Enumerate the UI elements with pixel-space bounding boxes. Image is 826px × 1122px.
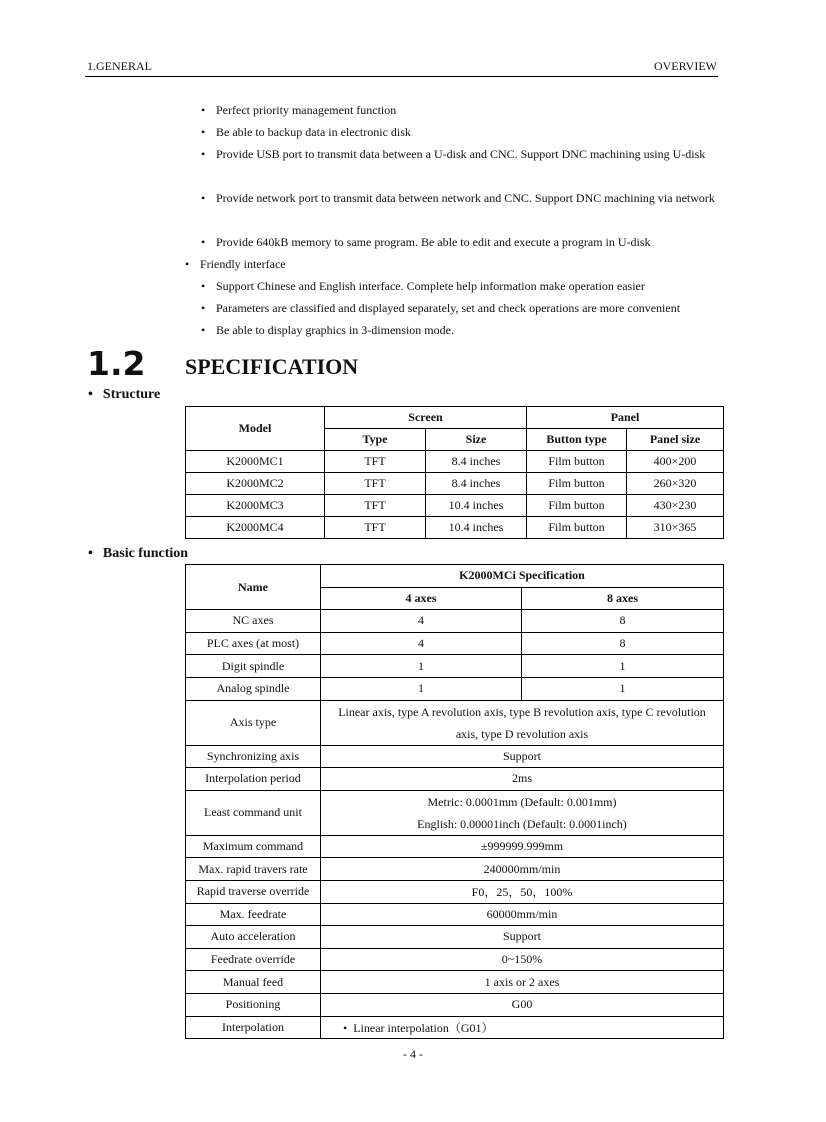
table-row: Interpolation period 2ms [186,768,724,791]
section-title: SPECIFICATION [185,354,359,379]
table-row: Max. feedrate 60000mm/min [186,903,724,926]
bullet-icon: • [343,1020,354,1035]
list-item: • Perfect priority management function [216,99,716,121]
bullet-icon: • [201,103,206,117]
table-row: K2000MC2 TFT 8.4 inches Film button 260×320 [186,473,724,495]
basic-function-heading: • Basic function [88,546,189,561]
table-row: K2000MC4 TFT 10.4 inches Film button 310×365 [186,517,724,539]
section-number: 1.2 [87,344,146,383]
list-item: • Support Chinese and English interface. Complete help information make operation easier [216,275,716,297]
page-number: - 4 - [403,1047,423,1061]
table-row: Rapid traverse override F0，25，50，100% [186,880,724,903]
col-header-size: Size [426,429,527,451]
header-left: 1.GENERAL [87,59,152,73]
table-row: Analog spindle 1 1 [186,677,724,700]
table-row: Max. rapid travers rate 240000mm/min [186,858,724,881]
table-row: Feedrate override 0~150% [186,948,724,971]
table-row: Interpolation • Linear interpolation（G01） [186,1016,724,1039]
col-header-8-axes: 8 axes [522,587,724,610]
col-header-name: Name [186,565,321,610]
col-header-panel-size: Panel size [627,429,724,451]
list-item: • Provide 640kB memory to same program. Be able to edit and execute a program in U-disk [216,231,716,253]
bullet-icon: • [201,147,206,161]
bullet-icon: • [201,125,206,139]
col-header-4-axes: 4 axes [321,587,522,610]
col-header-screen: Screen [325,407,527,429]
bullet-icon: • [201,323,206,337]
col-header-panel: Panel [527,407,724,429]
bullet-icon: • [201,191,206,205]
col-header-spec: K2000MCi Specification [321,565,724,588]
table-row: PLC axes (at most) 4 8 [186,632,724,655]
table-row: Maximum command ±999999.999mm [186,835,724,858]
list-item: • Be able to backup data in electronic disk [216,121,716,143]
list-item: • Provide USB port to transmit data between a U-disk and CNC. Support DNC machining using U-disk [216,143,716,165]
bullet-icon: • [201,235,206,249]
table-row: K2000MC3 TFT 10.4 inches Film button 430×230 [186,495,724,517]
col-header-model: Model [186,407,325,451]
list-item: • Be able to display graphics in 3-dimension mode. [216,319,716,341]
bullet-icon: • [201,279,206,293]
table-row: Manual feed 1 axis or 2 axes [186,971,724,994]
col-header-button-type: Button type [527,429,627,451]
table-row: Positioning G00 [186,993,724,1016]
bullet-icon: • [185,257,190,271]
header-rule [85,76,718,77]
table-row: Synchronizing axis Support [186,745,724,768]
list-item: • Provide network port to transmit data between network and CNC. Support DNC machining via network [216,187,716,209]
bullet-icon: • [201,301,206,315]
list-item: • Parameters are classified and displayed separately, set and check operations are more convenient [216,297,716,319]
bullet-icon: • [88,546,93,561]
list-item: • Friendly interface [200,253,716,275]
header-right: OVERVIEW [653,59,717,73]
col-header-type: Type [325,429,426,451]
table-row: Least command unit Metric: 0.0001mm (Default: 0.001mm) English: 0.00001inch (Default: 0.0001inch) [186,790,724,835]
table-row: K2000MC1 TFT 8.4 inches Film button 400×200 [186,451,724,473]
basic-function-table [185,564,724,1039]
table-row: Axis type Linear axis, type A revolution axis, type B revolution axis, type C revolution axis, type D revolution axis [186,700,724,745]
structure-heading: • Structure [88,387,161,402]
structure-table [185,406,724,539]
table-row: NC axes 4 8 [186,610,724,633]
table-row: Auto acceleration Support [186,926,724,949]
bullet-icon: • [88,387,93,402]
table-row: Digit spindle 1 1 [186,655,724,678]
